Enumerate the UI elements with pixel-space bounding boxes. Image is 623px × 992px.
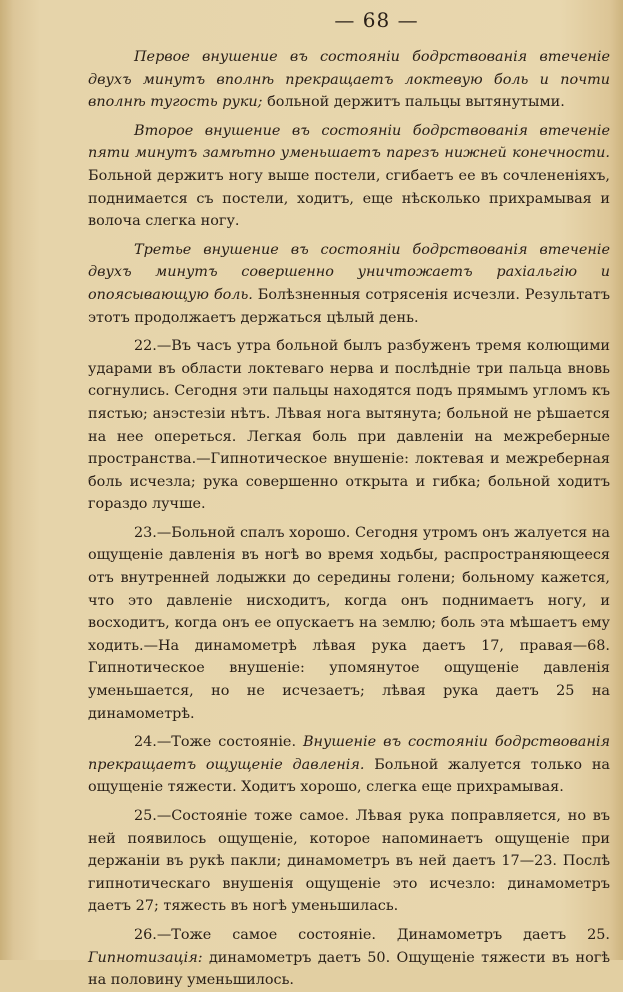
italic-text: Первое внушение въ состоянiи бодрствованiя втеченiе двухъ минутъ вполнѣ прекращаетъ локтевую боль и почти вполнѣ тугость руки; xyxy=(88,49,610,111)
paragraph-day-26 xyxy=(88,924,610,992)
plain-text: 26.—Тоже самое состоянiе. Динамометръ даетъ 25. xyxy=(134,926,610,943)
italic-text: Третье внушение въ состоянiи бодрствованiя втеченiе двухъ минутъ совершенно уничтожаетъ рахiальгiю и опоясывающую боль. xyxy=(88,241,610,303)
plain-text: динамометръ даетъ 50. Ощущенiе тяжести въ ногѣ на половину уменьшилось. xyxy=(88,949,610,989)
paragraph-third-suggestion xyxy=(88,239,610,329)
italic-text: Внушенiе въ состоянiи бодрствованiя прекращаетъ ощущенiе давленiя. xyxy=(88,734,610,773)
paragraph-day-23: 23.—Больной спалъ хорошо. Сегодня утромъ онъ жалуется на ощущенiе давленiя въ ногѣ во время ходьбы, распространяющееся отъ внутренней лодыжки до середины голени; больному кажется, что это давленiе нисходитъ, когда онъ поднимаетъ ногу, и восходитъ, когда онъ ее опускаетъ на землю; боль эта мѣшаетъ ему ходить.—На динамометрѣ лѣвая рука даетъ 17, правая—68. Гипнотическое внушенiе: упомянутое ощущенiе давленiя уменьшается, но не исчезаетъ; лѣвая рука даетъ 25 на динамометрѣ. xyxy=(88,524,610,722)
paragraph-second-suggestion xyxy=(88,120,610,233)
plain-text: Болѣзненныя сотрясенiя исчезли. Результатъ этотъ продолжаетъ держаться цѣлый день. xyxy=(88,286,611,326)
plain-text: Больной держитъ ногу выше постели, сгибаетъ ее въ сочлененiяхъ, поднимается съ постели, ходитъ, еще нѣсколько прихрамывая и волоча слегка ногу. xyxy=(88,167,610,230)
paragraph-day-25: 25.—Состоянiе тоже самое. Лѣвая рука поправляется, но въ ней появилось ощущенiе, которое напоминаетъ ощущенiе при держанiи въ рукѣ пакли; динамометръ въ ней даетъ 17—23. Послѣ гипнотическаго внушенiя ощущенiе это исчезло: динамометръ даетъ 27; тяжесть въ ногѣ уменьшилась. xyxy=(88,808,610,915)
italic-text: Второе внушение въ состоянiи бодрствованiя втеченiе пяти минутъ замѣтно уменьшаетъ парезъ нижней конечности. xyxy=(88,122,610,162)
paragraph-day-22: 22.—Въ часъ утра больной былъ разбуженъ тремя колющими ударами въ области локтеваго нерва и послѣднiе три пальца вновь согнулись. Сегодня эти пальцы находятся подъ прямымъ угломъ къ пястью; анэстезiи нѣтъ. Лѣвая нога вытянута; больной не рѣшается на нее опереться. Легкая боль при давленiи на межреберные пространства.—Гипнотическое внушенiе: локтевая и межреберная боль исчезла; рука совершенно открыта и гибка; больной ходитъ гораздо лучше. xyxy=(88,338,610,513)
page-number: — 68 — xyxy=(334,8,419,32)
italic-text: Гипнотизацiя: xyxy=(88,949,203,966)
paragraph-day-24 xyxy=(88,731,610,799)
plain-text: 24.—Тоже состоянiе. xyxy=(134,734,303,751)
plain-text: Больной жалуется только на ощущенiе тяжести. Ходитъ хорошо, слегка еще прихрамывая. xyxy=(88,756,610,796)
paragraph-first-suggestion xyxy=(88,46,610,114)
plain-text: больной держитъ пальцы вытянутыми. xyxy=(262,94,565,111)
